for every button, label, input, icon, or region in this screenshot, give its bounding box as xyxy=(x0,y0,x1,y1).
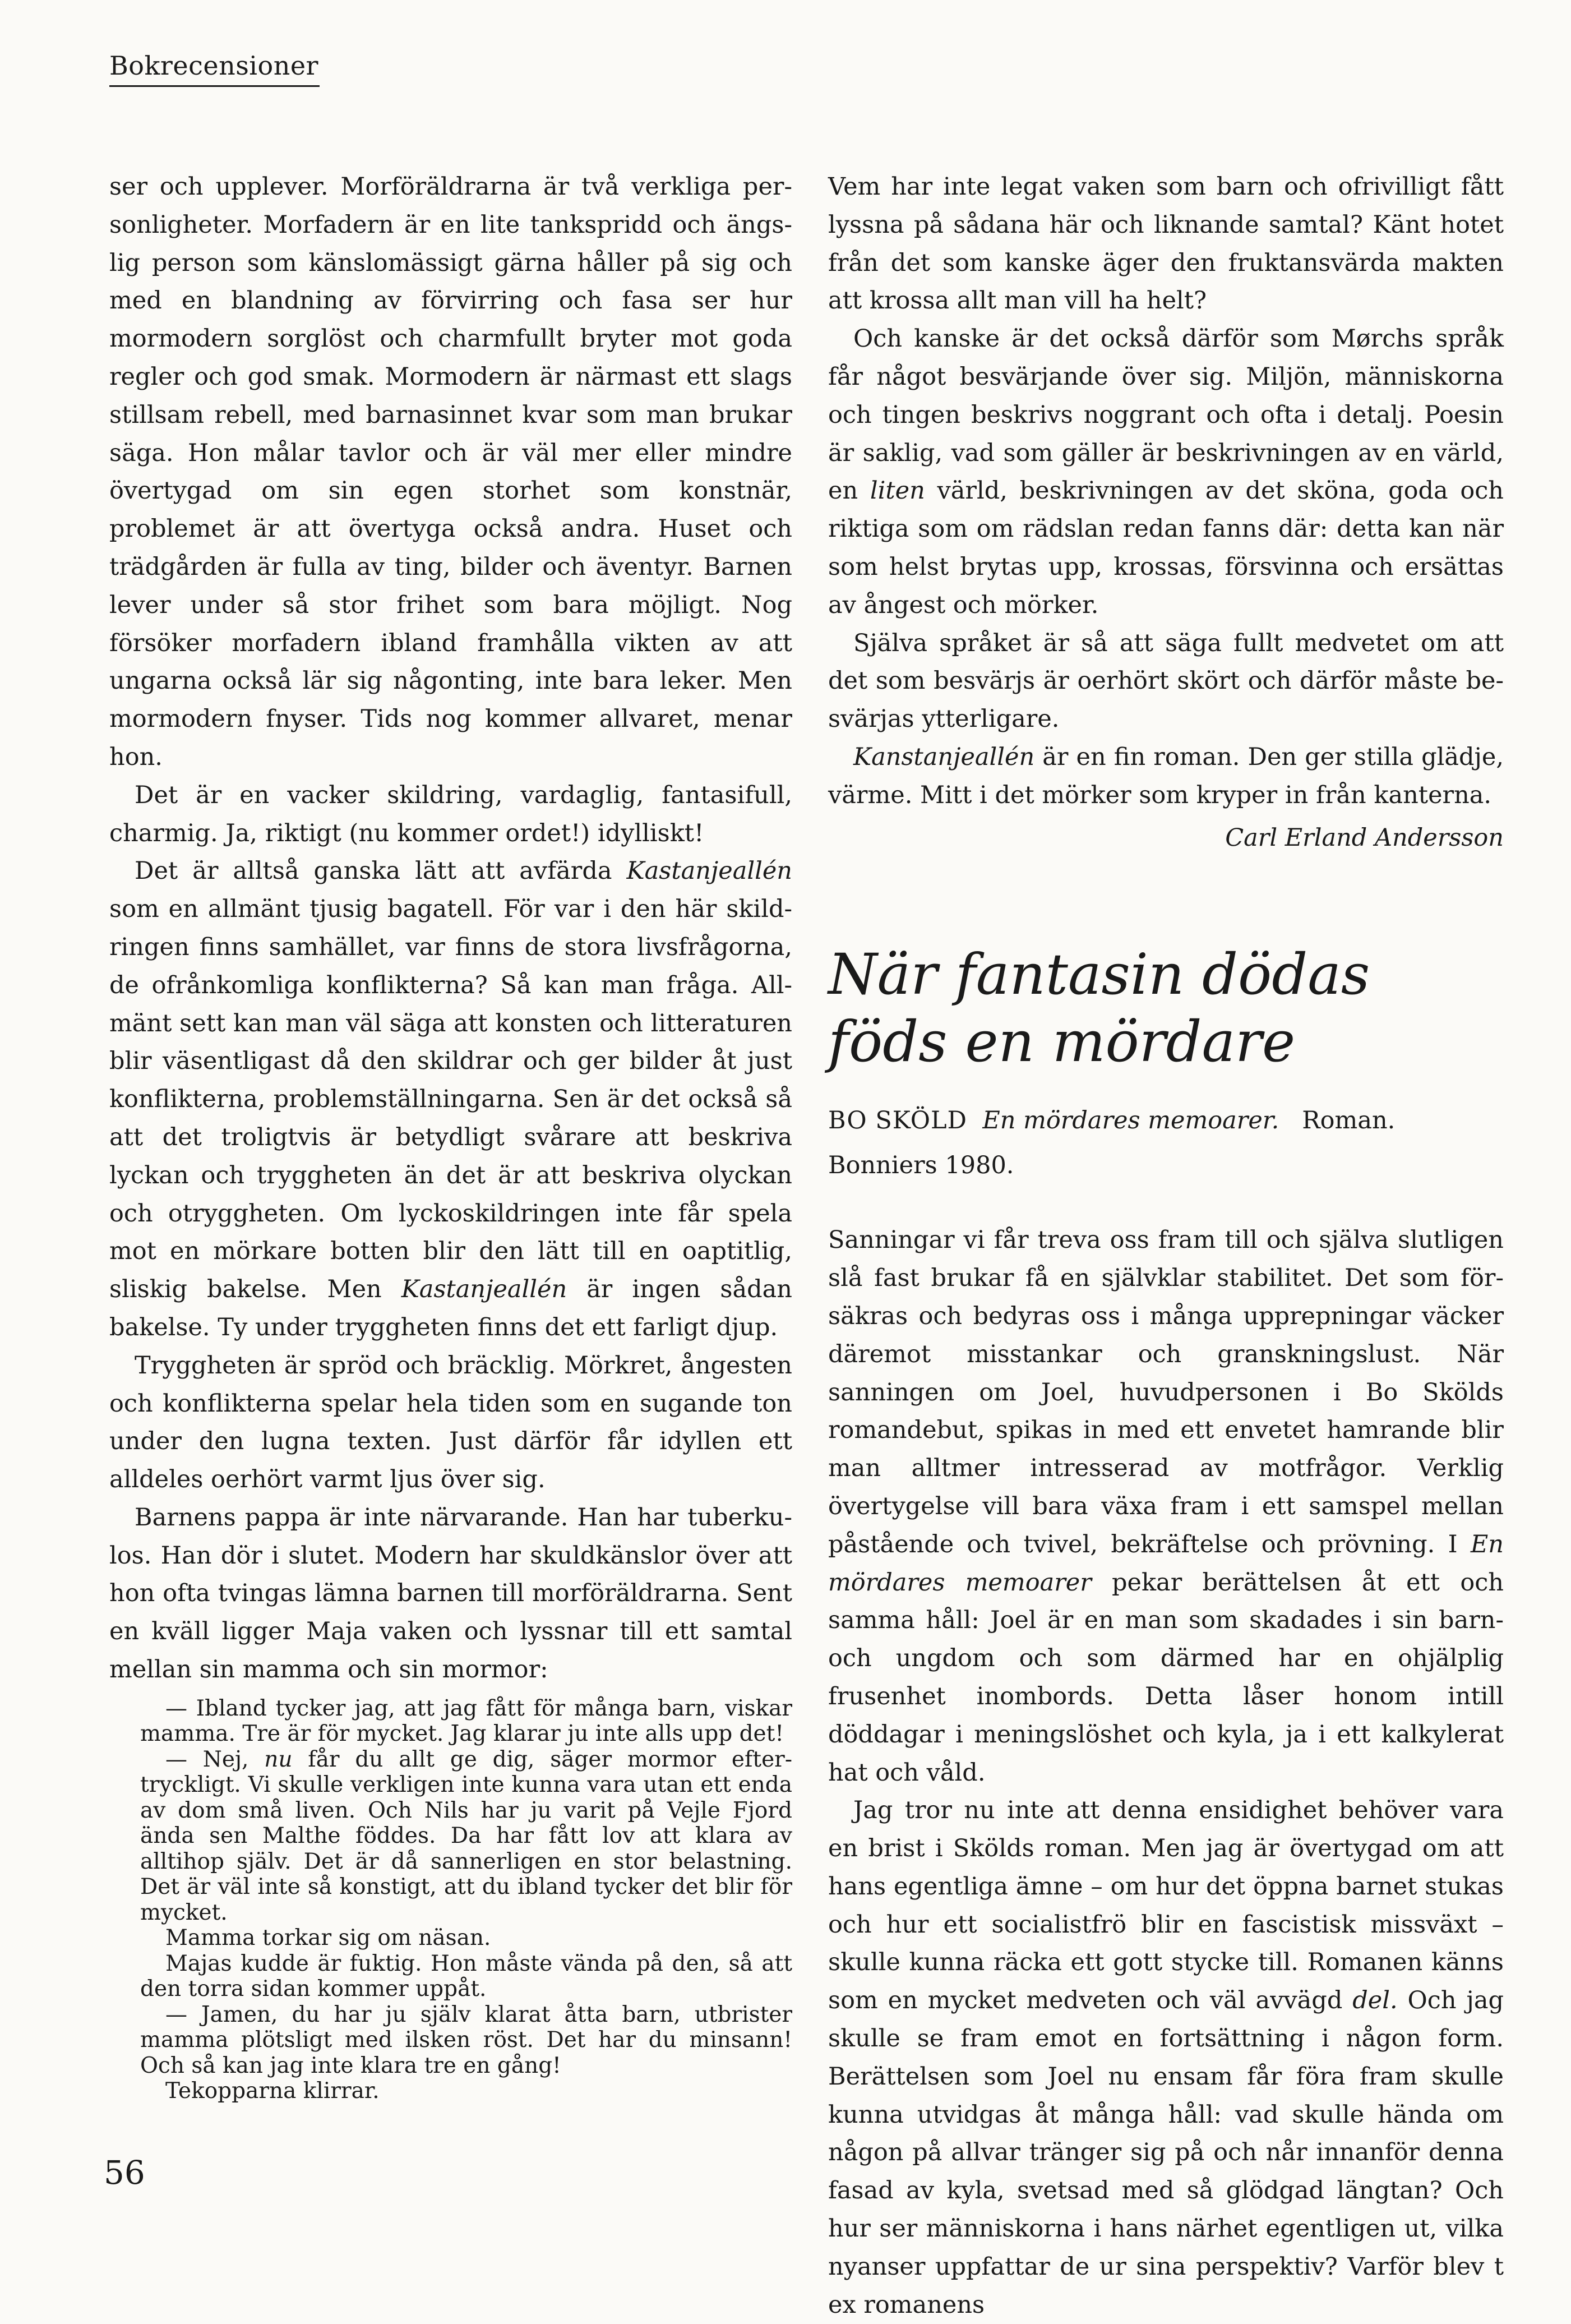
book-title: Kanstanjeallén xyxy=(853,743,1035,771)
book-title: Kastanjeallén xyxy=(626,857,792,886)
paragraph: Det är alltså ganska lätt att avfärda Kastanjeallén som en allmänt tjusig bagatell. För var i den här skildringen finns samhället, var finns de stora livsfrågorna, de ofrånkomliga konflikterna? Så kan man fråga. Allmänt sett kan man väl säga att konsten och litteraturen blir väsentligast då den skildrar och ger bilder åt just konflikterna, problemställningarna. Sen är det också så att det troligtvis är betydligt svårare att beskriva lyckan och tryggheten än det är att beskriva olyckan och otryggheten. Om lyckoskildringen inte får spela mot en mörkare botten blir den lätt till en oaptitlig, sliskig bakelse. Men Kastanjeallén är ingen sådan bakelse. Ty under tryggheten finns det ett farligt djup. xyxy=(109,857,792,1341)
paragraph: Jag tror nu inte att denna ensidighet behöver vara en brist i Skölds roman. Men jag är övertygad om att hans egentliga ämne – om hur det öppna barnet stukas och hur ett socialistfrö blir en fascistisk missväxt – skulle kunna räcka ett gott stycke till. Romanen känns som en mycket medveten och väl avvägd del. Och jag skulle se fram emot en fortsättning i någon form. Berättelsen som Joel nu ensam får föra fram skulle kunna utvidgas åt många håll: vad skulle hända om någon på allvar tränger sig på och når innanför denna fasad av kyla, svetsad med så glödgad längtan? Och hur ser människorna i hans närhet egentligen ut, vilka nyanser uppfattar de ur sina perspektiv? Varför blev t ex romanens xyxy=(828,1796,1504,2319)
paragraph: ser och upplever. Morföräldrarna är två verkliga personligheter. Morfadern är en lite tankspridd och ängslig person som känslomässigt gärna håller på sig och med en blandning av förvirring och fasa ser hur mormodern sorglöst och charmfullt bryter mot goda regler och god smak. Mormodern är närmast ett slags stillsam rebell, med barnasinnet kvar som man brukar säga. Hon målar tavlor och är väl mer eller mindre övertygad om sin egen storhet som konstnär, problemet är att övertyga också andra. Huset och trädgården är fulla av ting, bilder och äventyr. Barnen lever under så stor frihet som bara möjligt. Nog försöker morfadern ibland framhålla vikten av att ungarna också lär sig någonting, inte bara leker. Men mormodern fnyser. Tids nog kommer allvaret, menar hon. xyxy=(109,173,792,771)
quote-line: Majas kudde är fuktig. Hon måste vända på den, så att den torra sidan kommer uppåt. xyxy=(140,1951,792,2002)
quote-line: — Jamen, du har ju själv klarat åtta barn, utbrister mamma plötsligt med ilsken röst. Det har du minsann! Och så kan jag inte klara tre en gång! xyxy=(140,2002,792,2078)
quote-line: Tekopparna klirrar. xyxy=(165,2078,380,2104)
paragraph: Sanningar vi får treva oss fram till och själva slutligen slå fast brukar få en självklar stabilitet. Det som försäkras och bedyras oss i många upprepningar väcker däremot misstankar och granskningslust. När sanningen om Joel, huvudpersonen i Bo Skölds romandebut, spikas in med ett envetet hamrande blir man alltmer intresserad av motfrågor. Verklig övertygelse vill bara växa fram i ett samspel mellan påstående och tvivel, bekräftelse och prövning. I En mördares memoarer pekar berättelsen åt ett och samma håll: Joel är en man som skadades i sin barn- och ungdom och som därmed har en ohjälplig frusenhet inombords. Detta låser honom intill döddagar i meningslöshet och kyla, ja i ett kalkylerat hat och våld. xyxy=(828,1226,1504,1787)
paragraph: Barnens pappa är inte närvarande. Han har tuberkulos. Han dör i slutet. Modern har skuldkänslor över att hon ofta tvingas lämna barnen till morföräldrarna. Sent en kväll ligger Maja vaken och lyssnar till ett samtal mellan sin mamma och sin mormor: xyxy=(109,1503,792,1684)
paragraph: Det är en vacker skildring, vardaglig, fantasifull, charmig. Ja, riktigt (nu kommer ordet!) idylliskt! xyxy=(109,781,792,847)
review-title: När fantasin dödas föds en mördare xyxy=(828,942,1370,1075)
section-header: Bokrecensioner xyxy=(109,50,320,87)
author-name: BO SKÖLD xyxy=(828,1106,968,1135)
paragraph: Och kanske är det också därför som Mørchs språk får något besvärjande över sig. Miljön, människorna och tingen beskrivs noggrant och ofta i detalj. Poesin är saklig, vad som gäller är beskrivningen av en värld, en liten värld, beskrivningen av det sköna, goda och riktiga som om rädslan redan fanns där: detta kan när som helst brytas upp, krossas, försvinna och ersättas av ångest och mörker. xyxy=(828,325,1504,619)
left-column xyxy=(109,168,792,2104)
book-metadata xyxy=(828,1098,1504,1188)
paragraph: Själva språket är så att säga fullt medvetet om att det som besvärjs är oerhört skört och därför måste besvärjas ytterligare. xyxy=(828,629,1504,734)
quote-line: — Nej, nu får du allt ge dig, säger mormor eftertryckligt. Vi skulle verkligen inte kunna vara utan ett enda av dom små liven. Och Nils har ju varit på Vejle Fjord ända sen Malthe föddes. Da har fått lov att klara av alltihop själv. Det är då sannerligen en stor belastning. Det är väl inte så konstigt, att du ibland tycker det blir för mycket. xyxy=(140,1746,792,1925)
paragraph: Vem har inte legat vaken som barn och ofrivilligt fått lyssna på sådana här och liknande samtal? Känt hotet från det som kanske äger den fruktansvärda makten att krossa allt man vill ha helt? xyxy=(828,173,1504,315)
genre: Roman. xyxy=(1302,1106,1396,1135)
book-title: En mördares memoarer. xyxy=(982,1106,1279,1135)
page-number: 56 xyxy=(104,2154,145,2192)
quote-line: — Ibland tycker jag, att jag fått för många barn, viskar mamma. Tre är för mycket. Jag klarar ju inte alls upp det! xyxy=(140,1695,792,1747)
quote-line: Mamma torkar sig om näsan. xyxy=(165,1925,491,1951)
right-column xyxy=(828,168,1504,2324)
publisher: Bonniers 1980. xyxy=(828,1151,1014,1180)
book-title: Kastanjeallén xyxy=(401,1275,567,1304)
paragraph: Kanstanjeallén är en fin roman. Den ger stilla glädje, värme. Mitt i det mörker som kryper in från kanterna. xyxy=(828,743,1504,809)
reviewer-signature: Carl Erland Andersson xyxy=(1225,823,1504,852)
dialogue-quote xyxy=(140,1696,792,2104)
paragraph: Tryggheten är spröd och bräcklig. Mörkret, ångesten och konflikterna spelar hela tiden som en sugande ton under den lugna texten. Just därför får idyllen ett alldeles oerhört varmt ljus över sig. xyxy=(109,1351,792,1494)
